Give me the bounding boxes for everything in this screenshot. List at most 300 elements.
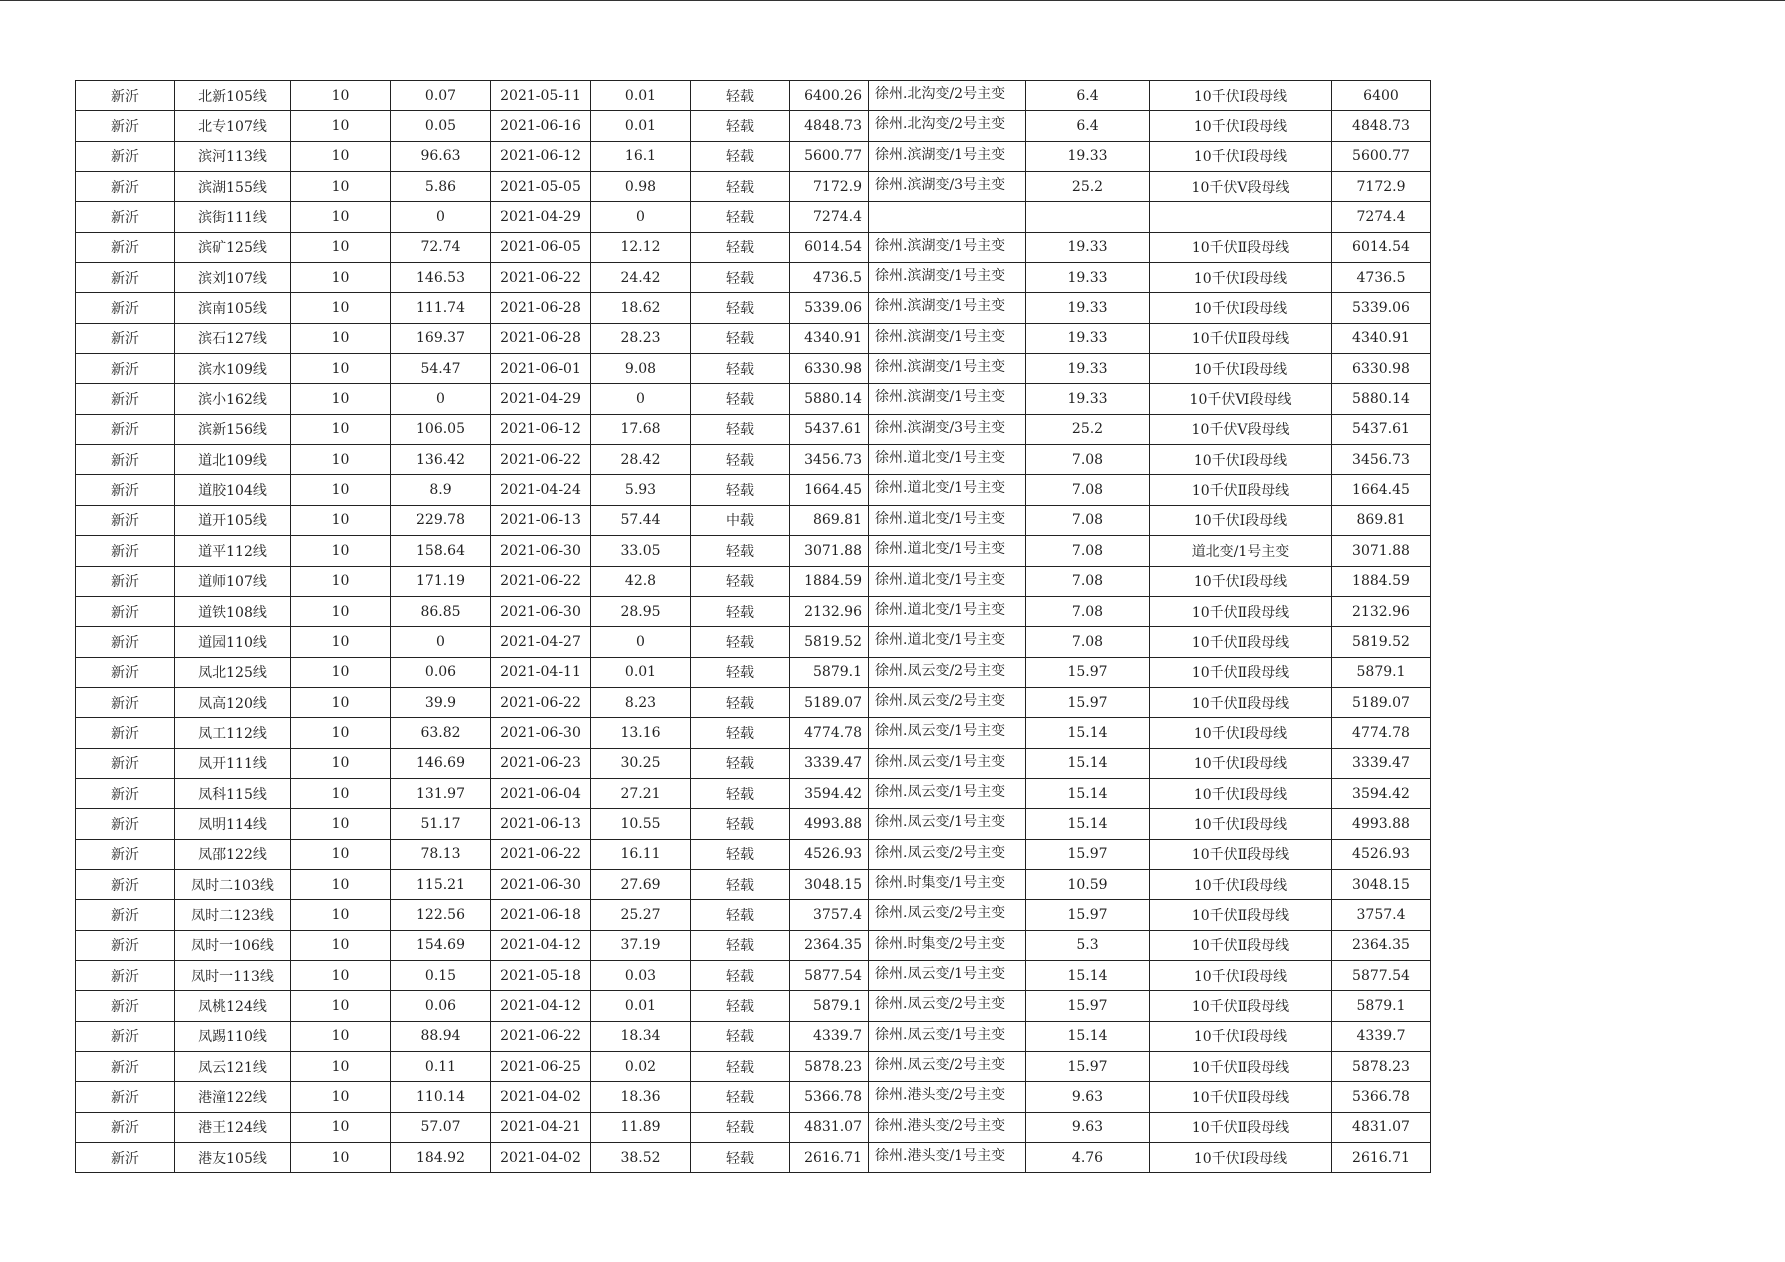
cell-available-capacity: 2364.35 — [1332, 930, 1431, 960]
cell-voltage: 10 — [291, 930, 391, 960]
cell-date: 2021-06-12 — [491, 414, 591, 444]
cell-bus-section: 10千伏Ⅱ段母线 — [1150, 930, 1332, 960]
cell-capacity: 7274.4 — [790, 202, 869, 232]
cell-bus-section: 10千伏Ⅰ段母线 — [1150, 141, 1332, 171]
cell-transformer-rating: 7.08 — [1026, 505, 1150, 535]
cell-load-status: 轻载 — [691, 839, 790, 869]
cell-capacity: 2364.35 — [790, 930, 869, 960]
cell-load-status: 轻载 — [691, 657, 790, 687]
cell-line-name: 凤时二103线 — [175, 869, 291, 899]
cell-capacity: 3071.88 — [790, 536, 869, 566]
cell-capacity: 5339.06 — [790, 293, 869, 323]
cell-substation-transformer — [869, 202, 1026, 232]
cell-substation-transformer: 徐州.凤云变/1号主变 — [869, 718, 1026, 748]
cell-load-rate: 28.42 — [591, 445, 691, 475]
cell-date: 2021-06-18 — [491, 900, 591, 930]
cell-load-status: 轻载 — [691, 1052, 790, 1082]
cell-county: 新沂 — [76, 111, 175, 141]
cell-load-rate: 30.25 — [591, 748, 691, 778]
cell-voltage: 10 — [291, 657, 391, 687]
cell-line-name: 凤邵122线 — [175, 839, 291, 869]
cell-transformer-rating: 9.63 — [1026, 1082, 1150, 1112]
cell-county: 新沂 — [76, 809, 175, 839]
cell-county: 新沂 — [76, 323, 175, 353]
cell-county: 新沂 — [76, 172, 175, 202]
table-row — [76, 1021, 1431, 1051]
table-body — [76, 81, 1431, 1173]
cell-load-value: 78.13 — [391, 839, 491, 869]
cell-load-rate: 27.21 — [591, 778, 691, 808]
cell-capacity: 3048.15 — [790, 869, 869, 899]
cell-voltage: 10 — [291, 718, 391, 748]
cell-load-status: 轻载 — [691, 1082, 790, 1112]
table-row — [76, 536, 1431, 566]
cell-voltage: 10 — [291, 778, 391, 808]
cell-load-value: 158.64 — [391, 536, 491, 566]
cell-transformer-rating — [1026, 202, 1150, 232]
cell-bus-section: 10千伏Ⅱ段母线 — [1150, 232, 1332, 262]
cell-load-rate: 0.03 — [591, 960, 691, 990]
cell-line-name: 道铁108线 — [175, 596, 291, 626]
table-row — [76, 323, 1431, 353]
cell-substation-transformer: 徐州.道北变/1号主变 — [869, 505, 1026, 535]
cell-bus-section: 10千伏Ⅰ段母线 — [1150, 445, 1332, 475]
cell-line-name: 凤高120线 — [175, 687, 291, 717]
cell-capacity: 5600.77 — [790, 141, 869, 171]
cell-line-name: 滨刘107线 — [175, 263, 291, 293]
page-top-rule — [0, 0, 1785, 1]
cell-load-status: 轻载 — [691, 445, 790, 475]
cell-line-name: 滨石127线 — [175, 323, 291, 353]
cell-available-capacity: 4736.5 — [1332, 263, 1431, 293]
cell-available-capacity: 5189.07 — [1332, 687, 1431, 717]
cell-bus-section: 10千伏Ⅰ段母线 — [1150, 263, 1332, 293]
table-row — [76, 354, 1431, 384]
cell-transformer-rating: 6.4 — [1026, 81, 1150, 111]
cell-transformer-rating: 7.08 — [1026, 475, 1150, 505]
cell-line-name: 港王124线 — [175, 1112, 291, 1142]
cell-county: 新沂 — [76, 718, 175, 748]
cell-load-rate: 0.01 — [591, 81, 691, 111]
cell-bus-section: 10千伏Ⅱ段母线 — [1150, 657, 1332, 687]
cell-substation-transformer: 徐州.凤云变/2号主变 — [869, 657, 1026, 687]
cell-county: 新沂 — [76, 1021, 175, 1051]
cell-bus-section: 10千伏Ⅰ段母线 — [1150, 718, 1332, 748]
cell-transformer-rating: 19.33 — [1026, 293, 1150, 323]
cell-substation-transformer: 徐州.北沟变/2号主变 — [869, 81, 1026, 111]
cell-load-rate: 28.23 — [591, 323, 691, 353]
cell-line-name: 凤北125线 — [175, 657, 291, 687]
cell-line-name: 滨水109线 — [175, 354, 291, 384]
cell-line-name: 滨新156线 — [175, 414, 291, 444]
cell-load-rate: 0.02 — [591, 1052, 691, 1082]
cell-date: 2021-06-22 — [491, 566, 591, 596]
cell-available-capacity: 5879.1 — [1332, 991, 1431, 1021]
cell-available-capacity: 6400 — [1332, 81, 1431, 111]
cell-load-status: 轻载 — [691, 1021, 790, 1051]
cell-available-capacity: 869.81 — [1332, 505, 1431, 535]
cell-load-rate: 38.52 — [591, 1143, 691, 1173]
cell-load-status: 轻载 — [691, 323, 790, 353]
cell-capacity: 2132.96 — [790, 596, 869, 626]
cell-substation-transformer: 徐州.道北变/1号主变 — [869, 536, 1026, 566]
cell-voltage: 10 — [291, 141, 391, 171]
cell-transformer-rating: 15.97 — [1026, 657, 1150, 687]
cell-substation-transformer: 徐州.凤云变/1号主变 — [869, 748, 1026, 778]
cell-bus-section: 10千伏Ⅱ段母线 — [1150, 1052, 1332, 1082]
cell-capacity: 3594.42 — [790, 778, 869, 808]
cell-county: 新沂 — [76, 414, 175, 444]
cell-load-value: 86.85 — [391, 596, 491, 626]
table-row — [76, 505, 1431, 535]
feeder-load-table — [75, 80, 1431, 1173]
cell-date: 2021-06-25 — [491, 1052, 591, 1082]
cell-capacity: 5879.1 — [790, 657, 869, 687]
cell-load-value: 0.05 — [391, 111, 491, 141]
cell-available-capacity: 4340.91 — [1332, 323, 1431, 353]
table-row — [76, 657, 1431, 687]
cell-transformer-rating: 25.2 — [1026, 172, 1150, 202]
cell-transformer-rating: 15.14 — [1026, 1021, 1150, 1051]
cell-date: 2021-04-29 — [491, 384, 591, 414]
cell-county: 新沂 — [76, 475, 175, 505]
cell-substation-transformer: 徐州.滨湖变/1号主变 — [869, 263, 1026, 293]
cell-available-capacity: 7172.9 — [1332, 172, 1431, 202]
cell-transformer-rating: 15.14 — [1026, 748, 1150, 778]
cell-voltage: 10 — [291, 354, 391, 384]
table-row — [76, 900, 1431, 930]
cell-available-capacity: 3594.42 — [1332, 778, 1431, 808]
cell-transformer-rating: 5.3 — [1026, 930, 1150, 960]
cell-load-rate: 42.8 — [591, 566, 691, 596]
cell-substation-transformer: 徐州.滨湖变/1号主变 — [869, 141, 1026, 171]
cell-date: 2021-06-16 — [491, 111, 591, 141]
cell-load-rate: 0.01 — [591, 657, 691, 687]
cell-load-rate: 0 — [591, 202, 691, 232]
cell-substation-transformer: 徐州.凤云变/1号主变 — [869, 809, 1026, 839]
cell-load-rate: 18.62 — [591, 293, 691, 323]
cell-bus-section: 10千伏Ⅰ段母线 — [1150, 1143, 1332, 1173]
cell-line-name: 北新105线 — [175, 81, 291, 111]
table-row — [76, 627, 1431, 657]
cell-load-status: 轻载 — [691, 536, 790, 566]
cell-voltage: 10 — [291, 566, 391, 596]
cell-date: 2021-06-22 — [491, 445, 591, 475]
cell-substation-transformer: 徐州.凤云变/1号主变 — [869, 778, 1026, 808]
cell-bus-section: 10千伏Ⅴ段母线 — [1150, 172, 1332, 202]
table-row — [76, 202, 1431, 232]
cell-bus-section: 10千伏Ⅱ段母线 — [1150, 991, 1332, 1021]
cell-load-status: 轻载 — [691, 141, 790, 171]
cell-line-name: 滨街111线 — [175, 202, 291, 232]
cell-date: 2021-05-11 — [491, 81, 591, 111]
cell-county: 新沂 — [76, 748, 175, 778]
cell-capacity: 3456.73 — [790, 445, 869, 475]
cell-line-name: 道师107线 — [175, 566, 291, 596]
table-row — [76, 687, 1431, 717]
cell-county: 新沂 — [76, 839, 175, 869]
table-row — [76, 384, 1431, 414]
cell-substation-transformer: 徐州.道北变/1号主变 — [869, 596, 1026, 626]
cell-date: 2021-06-22 — [491, 263, 591, 293]
cell-load-value: 0.11 — [391, 1052, 491, 1082]
cell-voltage: 10 — [291, 596, 391, 626]
cell-capacity: 5879.1 — [790, 991, 869, 1021]
cell-bus-section: 10千伏Ⅱ段母线 — [1150, 687, 1332, 717]
cell-capacity: 5189.07 — [790, 687, 869, 717]
cell-available-capacity: 6330.98 — [1332, 354, 1431, 384]
table-row — [76, 839, 1431, 869]
cell-substation-transformer: 徐州.时集变/1号主变 — [869, 869, 1026, 899]
table-row — [76, 232, 1431, 262]
cell-capacity: 4340.91 — [790, 323, 869, 353]
cell-bus-section: 10千伏Ⅱ段母线 — [1150, 1112, 1332, 1142]
cell-load-status: 轻载 — [691, 778, 790, 808]
cell-county: 新沂 — [76, 566, 175, 596]
cell-substation-transformer: 徐州.滨湖变/1号主变 — [869, 232, 1026, 262]
cell-available-capacity: 5600.77 — [1332, 141, 1431, 171]
cell-substation-transformer: 徐州.滨湖变/3号主变 — [869, 414, 1026, 444]
cell-voltage: 10 — [291, 839, 391, 869]
cell-line-name: 港潼122线 — [175, 1082, 291, 1112]
cell-available-capacity: 4339.7 — [1332, 1021, 1431, 1051]
cell-transformer-rating: 7.08 — [1026, 566, 1150, 596]
cell-load-status: 轻载 — [691, 809, 790, 839]
cell-voltage: 10 — [291, 748, 391, 778]
cell-transformer-rating: 19.33 — [1026, 263, 1150, 293]
table-row — [76, 718, 1431, 748]
cell-date: 2021-04-12 — [491, 991, 591, 1021]
cell-load-rate: 0.98 — [591, 172, 691, 202]
cell-load-value: 136.42 — [391, 445, 491, 475]
table-row — [76, 414, 1431, 444]
cell-voltage: 10 — [291, 869, 391, 899]
cell-load-value: 171.19 — [391, 566, 491, 596]
cell-voltage: 10 — [291, 1143, 391, 1173]
cell-bus-section: 道北变/1号主变 — [1150, 536, 1332, 566]
cell-capacity: 4736.5 — [790, 263, 869, 293]
cell-line-name: 北专107线 — [175, 111, 291, 141]
cell-county: 新沂 — [76, 1052, 175, 1082]
cell-bus-section: 10千伏Ⅰ段母线 — [1150, 81, 1332, 111]
cell-substation-transformer: 徐州.凤云变/1号主变 — [869, 1021, 1026, 1051]
cell-bus-section: 10千伏Ⅱ段母线 — [1150, 323, 1332, 353]
cell-county: 新沂 — [76, 991, 175, 1021]
table-row — [76, 930, 1431, 960]
cell-load-value: 115.21 — [391, 869, 491, 899]
cell-load-value: 131.97 — [391, 778, 491, 808]
cell-county: 新沂 — [76, 293, 175, 323]
cell-line-name: 滨湖155线 — [175, 172, 291, 202]
cell-load-status: 轻载 — [691, 1112, 790, 1142]
cell-date: 2021-06-30 — [491, 536, 591, 566]
cell-voltage: 10 — [291, 475, 391, 505]
cell-bus-section: 10千伏Ⅰ段母线 — [1150, 354, 1332, 384]
cell-load-status: 轻载 — [691, 900, 790, 930]
cell-transformer-rating: 9.63 — [1026, 1112, 1150, 1142]
cell-transformer-rating: 19.33 — [1026, 141, 1150, 171]
table-row — [76, 81, 1431, 111]
cell-capacity: 7172.9 — [790, 172, 869, 202]
cell-transformer-rating: 19.33 — [1026, 354, 1150, 384]
cell-load-status: 轻载 — [691, 111, 790, 141]
cell-available-capacity: 4993.88 — [1332, 809, 1431, 839]
cell-voltage: 10 — [291, 1112, 391, 1142]
cell-transformer-rating: 19.33 — [1026, 323, 1150, 353]
cell-load-rate: 0.01 — [591, 991, 691, 1021]
cell-voltage: 10 — [291, 263, 391, 293]
cell-line-name: 港友105线 — [175, 1143, 291, 1173]
cell-bus-section: 10千伏Ⅰ段母线 — [1150, 869, 1332, 899]
cell-available-capacity: 3048.15 — [1332, 869, 1431, 899]
cell-date: 2021-06-28 — [491, 323, 591, 353]
cell-capacity: 3757.4 — [790, 900, 869, 930]
cell-capacity: 4774.78 — [790, 718, 869, 748]
cell-line-name: 凤时一106线 — [175, 930, 291, 960]
cell-load-rate: 0 — [591, 627, 691, 657]
cell-load-status: 轻载 — [691, 354, 790, 384]
cell-bus-section: 10千伏Ⅰ段母线 — [1150, 1021, 1332, 1051]
cell-transformer-rating: 7.08 — [1026, 445, 1150, 475]
cell-load-value: 184.92 — [391, 1143, 491, 1173]
cell-load-status: 轻载 — [691, 960, 790, 990]
cell-load-status: 轻载 — [691, 81, 790, 111]
cell-line-name: 凤踢110线 — [175, 1021, 291, 1051]
cell-line-name: 凤时一113线 — [175, 960, 291, 990]
cell-date: 2021-05-18 — [491, 960, 591, 990]
cell-line-name: 道平112线 — [175, 536, 291, 566]
cell-voltage: 10 — [291, 172, 391, 202]
cell-load-value: 72.74 — [391, 232, 491, 262]
cell-available-capacity: 5366.78 — [1332, 1082, 1431, 1112]
cell-load-value: 0.07 — [391, 81, 491, 111]
cell-bus-section: 10千伏Ⅰ段母线 — [1150, 505, 1332, 535]
cell-date: 2021-04-02 — [491, 1082, 591, 1112]
table-row — [76, 748, 1431, 778]
cell-date: 2021-06-22 — [491, 839, 591, 869]
table-row — [76, 596, 1431, 626]
cell-substation-transformer: 徐州.滨湖变/1号主变 — [869, 323, 1026, 353]
table-row — [76, 1082, 1431, 1112]
cell-load-rate: 9.08 — [591, 354, 691, 384]
cell-available-capacity: 4848.73 — [1332, 111, 1431, 141]
cell-line-name: 滨南105线 — [175, 293, 291, 323]
cell-available-capacity: 4526.93 — [1332, 839, 1431, 869]
cell-load-status: 中载 — [691, 505, 790, 535]
cell-voltage: 10 — [291, 627, 391, 657]
cell-substation-transformer: 徐州.滨湖变/1号主变 — [869, 293, 1026, 323]
cell-substation-transformer: 徐州.滨湖变/1号主变 — [869, 354, 1026, 384]
cell-available-capacity: 5339.06 — [1332, 293, 1431, 323]
cell-load-status: 轻载 — [691, 566, 790, 596]
cell-county: 新沂 — [76, 1143, 175, 1173]
cell-load-value: 96.63 — [391, 141, 491, 171]
cell-capacity: 4993.88 — [790, 809, 869, 839]
cell-capacity: 6400.26 — [790, 81, 869, 111]
cell-date: 2021-04-12 — [491, 930, 591, 960]
cell-substation-transformer: 徐州.道北变/1号主变 — [869, 445, 1026, 475]
cell-county: 新沂 — [76, 505, 175, 535]
cell-load-value: 229.78 — [391, 505, 491, 535]
cell-load-status: 轻载 — [691, 475, 790, 505]
cell-load-value: 51.17 — [391, 809, 491, 839]
cell-load-rate: 17.68 — [591, 414, 691, 444]
cell-transformer-rating: 25.2 — [1026, 414, 1150, 444]
cell-substation-transformer: 徐州.道北变/1号主变 — [869, 627, 1026, 657]
cell-bus-section: 10千伏Ⅰ段母线 — [1150, 111, 1332, 141]
cell-transformer-rating: 10.59 — [1026, 869, 1150, 899]
cell-load-rate: 11.89 — [591, 1112, 691, 1142]
cell-date: 2021-04-11 — [491, 657, 591, 687]
cell-transformer-rating: 15.97 — [1026, 687, 1150, 717]
cell-county: 新沂 — [76, 1082, 175, 1112]
cell-load-value: 169.37 — [391, 323, 491, 353]
cell-capacity: 5437.61 — [790, 414, 869, 444]
cell-voltage: 10 — [291, 900, 391, 930]
cell-available-capacity: 5877.54 — [1332, 960, 1431, 990]
cell-load-rate: 10.55 — [591, 809, 691, 839]
cell-county: 新沂 — [76, 627, 175, 657]
cell-load-rate: 12.12 — [591, 232, 691, 262]
cell-county: 新沂 — [76, 960, 175, 990]
cell-voltage: 10 — [291, 323, 391, 353]
cell-substation-transformer: 徐州.凤云变/2号主变 — [869, 1052, 1026, 1082]
cell-load-status: 轻载 — [691, 718, 790, 748]
cell-county: 新沂 — [76, 202, 175, 232]
cell-transformer-rating: 6.4 — [1026, 111, 1150, 141]
cell-line-name: 凤云121线 — [175, 1052, 291, 1082]
cell-line-name: 道园110线 — [175, 627, 291, 657]
table-row — [76, 263, 1431, 293]
cell-date: 2021-04-24 — [491, 475, 591, 505]
cell-voltage: 10 — [291, 960, 391, 990]
cell-transformer-rating: 19.33 — [1026, 232, 1150, 262]
cell-capacity: 4339.7 — [790, 1021, 869, 1051]
cell-load-rate: 16.1 — [591, 141, 691, 171]
cell-capacity: 869.81 — [790, 505, 869, 535]
cell-line-name: 道胶104线 — [175, 475, 291, 505]
cell-bus-section: 10千伏Ⅱ段母线 — [1150, 596, 1332, 626]
cell-load-value: 146.53 — [391, 263, 491, 293]
cell-load-value: 5.86 — [391, 172, 491, 202]
cell-line-name: 凤明114线 — [175, 809, 291, 839]
cell-available-capacity: 5437.61 — [1332, 414, 1431, 444]
table-row — [76, 475, 1431, 505]
cell-voltage: 10 — [291, 293, 391, 323]
cell-bus-section: 10千伏Ⅰ段母线 — [1150, 809, 1332, 839]
cell-load-rate: 0.01 — [591, 111, 691, 141]
cell-county: 新沂 — [76, 141, 175, 171]
cell-capacity: 1884.59 — [790, 566, 869, 596]
cell-voltage: 10 — [291, 536, 391, 566]
cell-line-name: 滨小162线 — [175, 384, 291, 414]
cell-bus-section: 10千伏Ⅰ段母线 — [1150, 748, 1332, 778]
cell-county: 新沂 — [76, 536, 175, 566]
cell-county: 新沂 — [76, 384, 175, 414]
cell-voltage: 10 — [291, 202, 391, 232]
cell-load-value: 111.74 — [391, 293, 491, 323]
cell-load-rate: 24.42 — [591, 263, 691, 293]
cell-bus-section: 10千伏Ⅱ段母线 — [1150, 839, 1332, 869]
cell-capacity: 5877.54 — [790, 960, 869, 990]
cell-capacity: 5366.78 — [790, 1082, 869, 1112]
cell-line-name: 凤科115线 — [175, 778, 291, 808]
cell-capacity: 6014.54 — [790, 232, 869, 262]
cell-voltage: 10 — [291, 384, 391, 414]
cell-substation-transformer: 徐州.凤云变/2号主变 — [869, 900, 1026, 930]
cell-transformer-rating: 19.33 — [1026, 384, 1150, 414]
cell-load-status: 轻载 — [691, 687, 790, 717]
